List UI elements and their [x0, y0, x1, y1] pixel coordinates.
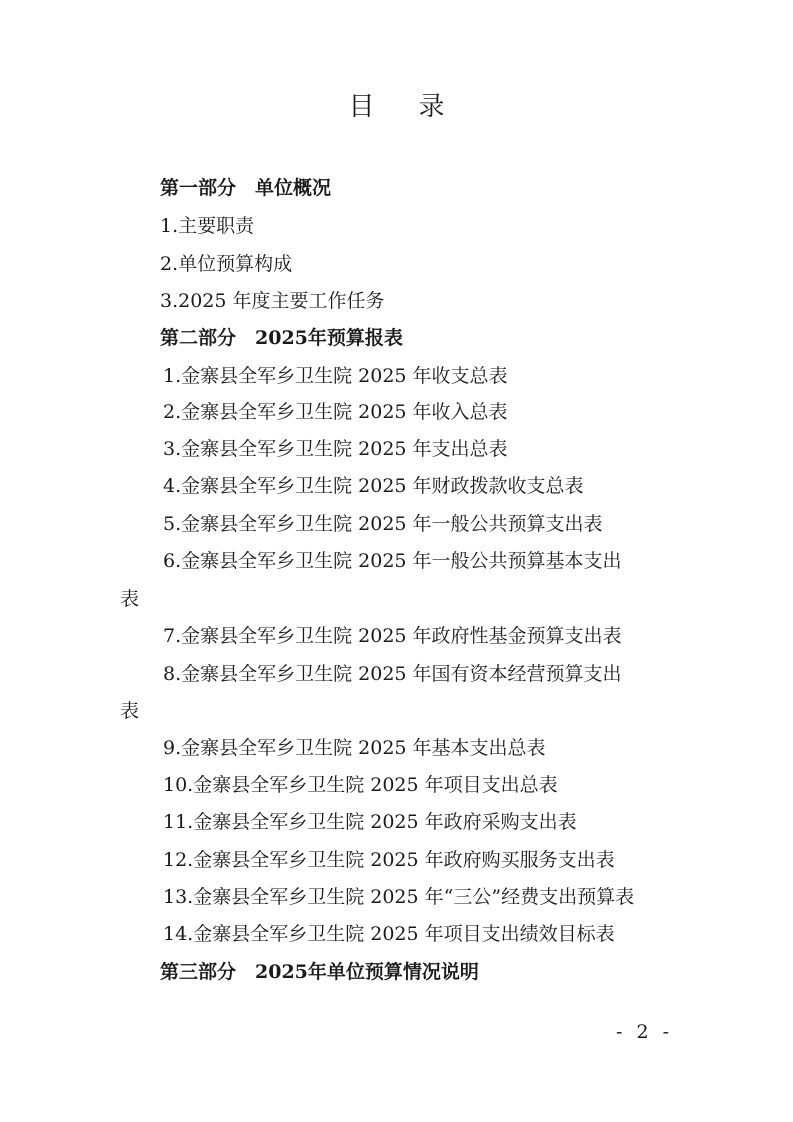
toc-item: 10.金寨县全军乡卫生院 2025 年项目支出总表 — [163, 774, 558, 796]
toc-item-wrap: 表 — [120, 588, 140, 610]
toc-item: 2.单位预算构成 — [160, 253, 293, 275]
toc-item: 3.2025 年度主要工作任务 — [160, 290, 385, 312]
toc-item: 8.金寨县全军乡卫生院 2025 年国有资本经营预算支出 — [163, 663, 622, 685]
toc-item: 6.金寨县全军乡卫生院 2025 年一般公共预算基本支出 — [163, 550, 622, 572]
section-part1-heading: 第一部分 单位概况 — [160, 177, 332, 199]
toc-item: 13.金寨县全军乡卫生院 2025 年“三公”经费支出预算表 — [163, 886, 635, 908]
toc-item: 2.金寨县全军乡卫生院 2025 年收入总表 — [163, 401, 508, 423]
toc-item-wrap: 表 — [120, 700, 140, 722]
toc-item: 5.金寨县全军乡卫生院 2025 年一般公共预算支出表 — [163, 513, 603, 535]
toc-item: 4.金寨县全军乡卫生院 2025 年财政拨款收支总表 — [163, 475, 584, 497]
toc-item: 1.主要职责 — [160, 215, 255, 237]
toc-item: 3.金寨县全军乡卫生院 2025 年支出总表 — [163, 438, 508, 460]
page-number: - 2 - — [615, 1021, 673, 1043]
toc-item: 7.金寨县全军乡卫生院 2025 年政府性基金预算支出表 — [163, 625, 622, 647]
section-part2-heading: 第二部分 2025年预算报表 — [160, 327, 403, 349]
toc-item: 12.金寨县全军乡卫生院 2025 年政府购买服务支出表 — [163, 849, 615, 871]
section-part3-heading: 第三部分 2025年单位预算情况说明 — [160, 961, 479, 983]
page-title: 目录 — [348, 92, 489, 122]
toc-item: 9.金寨县全军乡卫生院 2025 年基本支出总表 — [163, 737, 546, 759]
toc-item: 1.金寨县全军乡卫生院 2025 年收支总表 — [163, 365, 508, 387]
toc-item: 11.金寨县全军乡卫生院 2025 年政府采购支出表 — [163, 811, 577, 833]
toc-item: 14.金寨县全军乡卫生院 2025 年项目支出绩效目标表 — [163, 923, 615, 945]
